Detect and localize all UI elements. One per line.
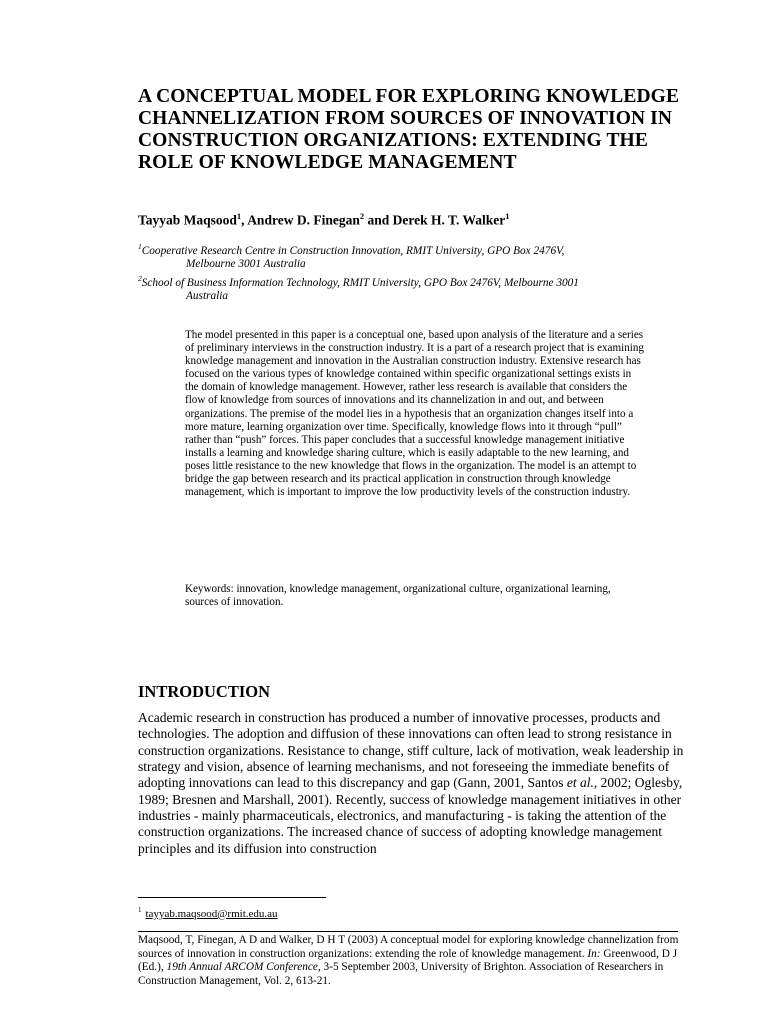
author-name: Andrew D. Finegan xyxy=(247,212,360,228)
footnote-email-link[interactable]: tayyab.maqsood@rmit.edu.au xyxy=(145,907,278,920)
author-name: Tayyab Maqsood xyxy=(138,212,237,228)
abstract-text: The model presented in this paper is a conceptual one, based upon analysis of the literature and a series of preliminary interviews in the construction industry. It is a part of a research project that is examining knowledge management and innovation in the Australian construction industry. Extensive research has focused on the various types of knowledge contained within specific organizational settings exists in the domain of knowledge management. However, rather less research is available that considers the flow of knowledge from sources of innovations and its channelization in and out, and between organizations. The premise of the model lies in a hypothesis that an organization changes itself into a more mature, learning organization over time. Specifically, knowledge flows into it through “pull” rather than “push” forces. This paper concludes that a successful knowledge management initiative installs a learning and knowledge sharing culture, which is easily adaptable to the new learning, and poses little resistance to the new knowledge that flows in the organization. The model is an attempt to bridge the gap between research and its practical application in construction through knowledge management, which is important to improve the low productivity levels of the construction industry. xyxy=(185,329,644,499)
author-separator: , xyxy=(241,212,248,228)
keywords: Keywords: innovation, knowledge management, organizational culture, organizational learning, sources of innovation. xyxy=(185,583,611,609)
citation-text: Greenwood, D J (Ed.), xyxy=(138,947,678,974)
author-affiliation-marker: 1 xyxy=(236,211,242,221)
citation-text: , 3-5 September 2003, University of Brighton. Association of Researchers in Construction Management, Vol. 2, 613-21. xyxy=(138,961,664,987)
affiliation xyxy=(138,272,698,303)
intro-text: Academic research in construction has produced a number of innovative processes, products and technologies. The adoption and diffusion of these innovations can often lead to strong resistance in construction organizations. Resistance to change, stiff culture, lack of motivation, weak leadership in strategy and vision, absence of learning mechanisms, and not foreseeing the immediate benefits of adopting innovations can lead to this discrepancy and gap (Gann, 2001, Santos xyxy=(138,710,684,791)
affiliation-marker: 2 xyxy=(138,274,142,283)
affiliation-line: Cooperative Research Centre in Construction Innovation, RMIT University, GPO Box 2476V, xyxy=(141,244,565,257)
section-heading: INTRODUCTION xyxy=(138,682,271,701)
introduction-body xyxy=(138,710,698,857)
footnote-marker: 1 xyxy=(138,906,142,914)
paper-title: A CONCEPTUAL MODEL FOR EXPLORING KNOWLEDGE CHANNELIZATION FROM SOURCES OF INNOVATION IN CONSTRUCTION ORGANIZATIONS: EXTENDING THE ROLE OF KNOWLEDGE MANAGEMENT xyxy=(138,86,680,173)
author-affiliation-marker: 1 xyxy=(505,211,510,221)
affiliation-line: Australia xyxy=(186,289,229,302)
affiliation-line: School of Business Information Technology, RMIT University, GPO Box 2476V, Melbourne 3001 xyxy=(141,276,579,289)
affiliation xyxy=(138,240,698,271)
intro-text: , 2002; Oglesby, 1989; Bresnen and Marshall, 2001). Recently, success of knowledge management initiatives in other industries - mainly pharmaceuticals, electronics, and manufacturing - is taking the attention of the construction organizations. The increased chance of success of adopting knowledge management principles and its diffusion into construction xyxy=(138,775,683,856)
footnote-divider xyxy=(138,897,326,898)
intro-etal: et al. xyxy=(566,775,594,791)
author-name: Derek H. T. Walker xyxy=(392,212,506,228)
introduction-paragraph xyxy=(138,710,698,857)
citation-divider xyxy=(138,931,678,932)
author-separator: and xyxy=(364,212,393,228)
footnote xyxy=(138,904,698,921)
abstract xyxy=(185,329,645,499)
author-list xyxy=(138,208,698,229)
citation xyxy=(138,934,686,988)
citation-conference: 19th Annual ARCOM Conference xyxy=(166,961,318,974)
author-affiliation-marker: 2 xyxy=(359,211,365,221)
citation-in: In: xyxy=(587,947,601,960)
affiliation-marker: 1 xyxy=(138,242,142,251)
affiliation-line: Melbourne 3001 Australia xyxy=(186,257,306,270)
citation-text: Maqsood, T, Finegan, A D and Walker, D H T (2003) A conceptual model for exploring knowledge channelization from sources of innovation in construction organizations: extending the role of knowledge management. xyxy=(138,934,679,960)
